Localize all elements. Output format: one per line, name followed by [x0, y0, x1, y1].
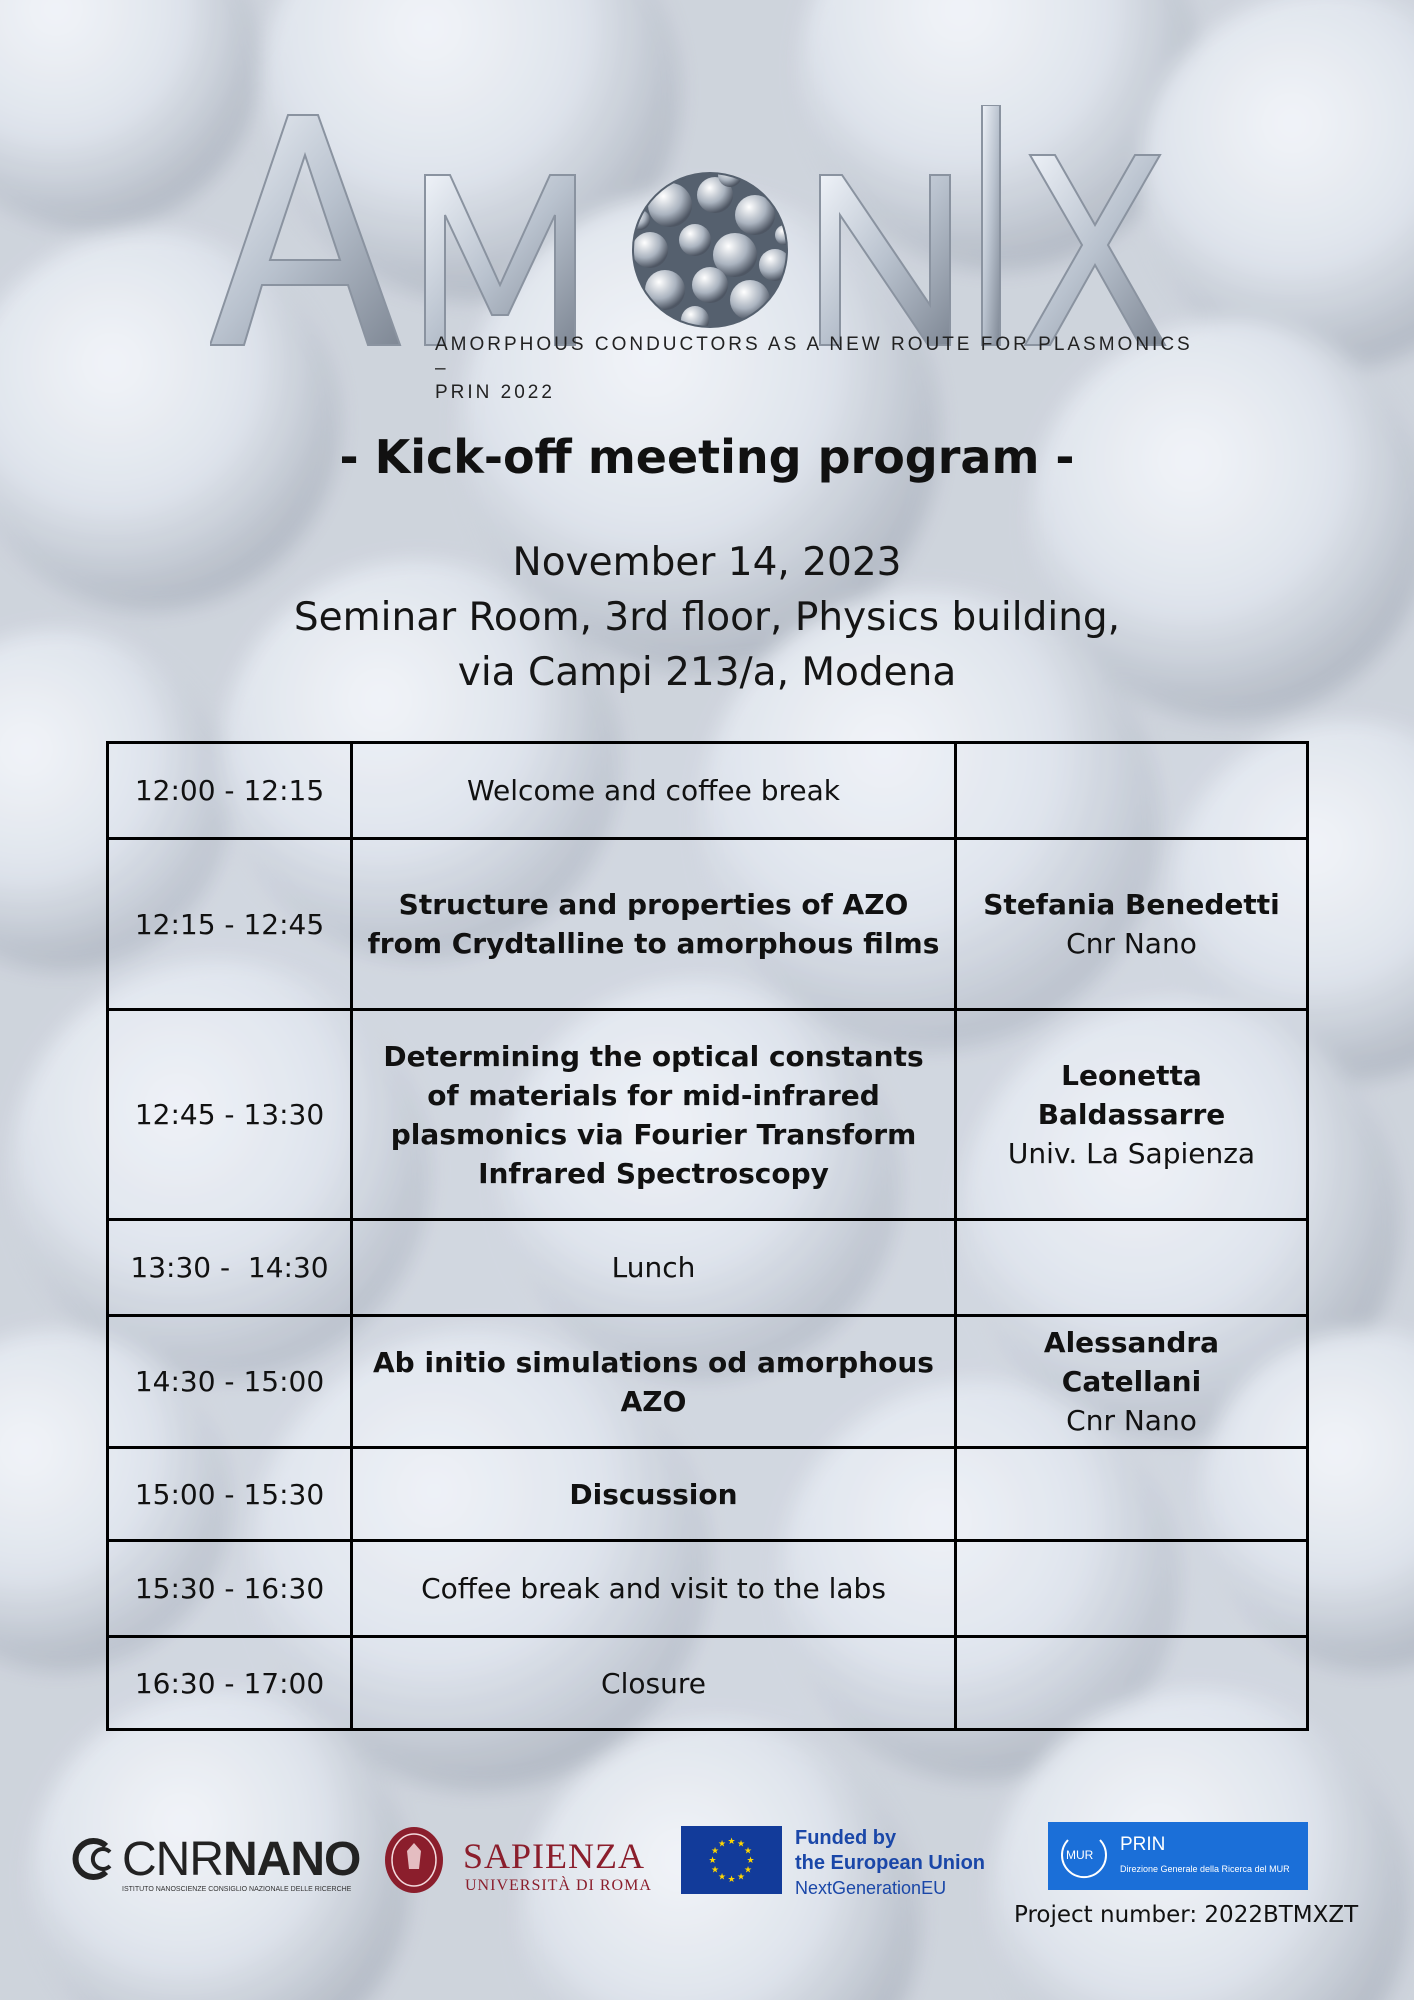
amonix-logo: [210, 105, 1200, 403]
speaker-name: Leonetta Baldassarre: [1037, 1059, 1226, 1131]
cnr-wordmark: CNRNANO: [122, 1833, 361, 1886]
svg-text:★: ★: [710, 1846, 720, 1857]
svg-text:★: ★: [708, 1856, 717, 1866]
amonix-wordmark-graphic: [210, 105, 1200, 365]
table-row: [108, 1316, 1308, 1448]
title-cell: Welcome and coffee break: [352, 743, 956, 839]
time-cell: 13:30 - 14:30: [108, 1220, 352, 1316]
table-row: [108, 1448, 1308, 1541]
time-cell: 14:30 - 15:00: [108, 1316, 352, 1448]
event-venue-line1: Seminar Room, 3rd floor, Physics building,: [293, 595, 1121, 640]
time-cell: 15:30 - 16:30: [108, 1541, 352, 1637]
svg-text:★: ★: [746, 1856, 755, 1866]
cnr-nano-logo: [66, 1833, 361, 1896]
speaker-affiliation: Cnr Nano: [1066, 927, 1197, 960]
speaker-affiliation: Cnr Nano: [1066, 1404, 1197, 1437]
title-cell: Discussion: [352, 1448, 956, 1541]
prin-logo: MUR PRIN Direzione Generale della Ricerca del MUR: [1048, 1822, 1308, 1890]
speaker-cell: [956, 1010, 1308, 1220]
logo-subtitle-line2: PRIN 2022: [435, 382, 555, 403]
cnr-tagline: ISTITUTO NANOSCIENZE CONSIGLIO NAZIONALE DELLE RICERCHE: [122, 1886, 352, 1893]
page-title: - Kick-off meeting program -: [339, 430, 1075, 484]
cnr-mark-icon: [66, 1834, 116, 1884]
table-row: [108, 1010, 1308, 1220]
speaker-cell: [956, 1637, 1308, 1730]
speaker-cell: [956, 1316, 1308, 1448]
sapienza-seal-icon: [383, 1825, 445, 1895]
speaker-cell: [956, 1448, 1308, 1541]
event-venue-line2: via Campi 213/a, Modena: [457, 650, 957, 695]
speaker-cell: [956, 1220, 1308, 1316]
title-cell: Closure: [352, 1637, 956, 1730]
time-cell: 15:00 - 15:30: [108, 1448, 352, 1541]
time-cell: 12:45 - 13:30: [108, 1010, 352, 1220]
eu-text: Funded by the European Union NextGenerationEU: [795, 1827, 985, 1898]
time-cell: 12:00 - 12:15: [108, 743, 352, 839]
sapienza-university: UNIVERSITÀ DI ROMA: [465, 1877, 652, 1894]
svg-text:★: ★: [743, 1846, 753, 1857]
event-info: [0, 535, 1414, 700]
logo-subtitle-line1: AMORPHOUS CONDUCTORS AS A NEW ROUTE FOR PLASMONICS –: [435, 334, 1193, 379]
sapienza-logo: [383, 1825, 652, 1905]
title-cell: Ab initio simulations od amorphous AZO: [352, 1316, 956, 1448]
speaker-name: Stefania Benedetti: [983, 888, 1280, 921]
svg-text:★: ★: [717, 1839, 727, 1850]
svg-text:★: ★: [736, 1872, 746, 1883]
footer: [0, 1820, 1414, 2000]
title-cell: Structure and properties of AZO from Crydtalline to amorphous films: [352, 839, 956, 1010]
speaker-cell: [956, 839, 1308, 1010]
logo-subtitle: [435, 333, 1195, 405]
speaker-cell: [956, 1541, 1308, 1637]
table-row: [108, 839, 1308, 1010]
title-cell: Determining the optical constants of materials for mid-infrared plasmonics via Fourier Transform Infrared Spectroscopy: [352, 1010, 956, 1220]
time-cell: 12:15 - 12:45: [108, 839, 352, 1010]
svg-text:★: ★: [736, 1839, 746, 1850]
table-row: [108, 1220, 1308, 1316]
speaker-cell: [956, 743, 1308, 839]
svg-text:★: ★: [710, 1865, 720, 1876]
table-row: [108, 1541, 1308, 1637]
table-row: [108, 743, 1308, 839]
table-row: [108, 1637, 1308, 1730]
speaker-name: Alessandra Catellani: [1043, 1326, 1220, 1398]
svg-text:★: ★: [717, 1872, 727, 1883]
project-number: Project number: 2022BTMXZT: [1014, 1902, 1359, 1928]
eu-funding-logo: [681, 1826, 1021, 1906]
time-cell: 16:30 - 17:00: [108, 1637, 352, 1730]
title-cell: Coffee break and visit to the labs: [352, 1541, 956, 1637]
event-date: November 14, 2023: [512, 540, 902, 585]
svg-text:★: ★: [727, 1875, 736, 1885]
svg-text:★: ★: [727, 1837, 736, 1847]
svg-text:★: ★: [743, 1865, 753, 1876]
eu-flag-icon: [681, 1826, 782, 1894]
sapienza-name: SAPIENZA: [463, 1836, 646, 1876]
schedule-table: [106, 741, 1309, 1731]
title-cell: Lunch: [352, 1220, 956, 1316]
speaker-affiliation: Univ. La Sapienza: [1007, 1137, 1256, 1170]
